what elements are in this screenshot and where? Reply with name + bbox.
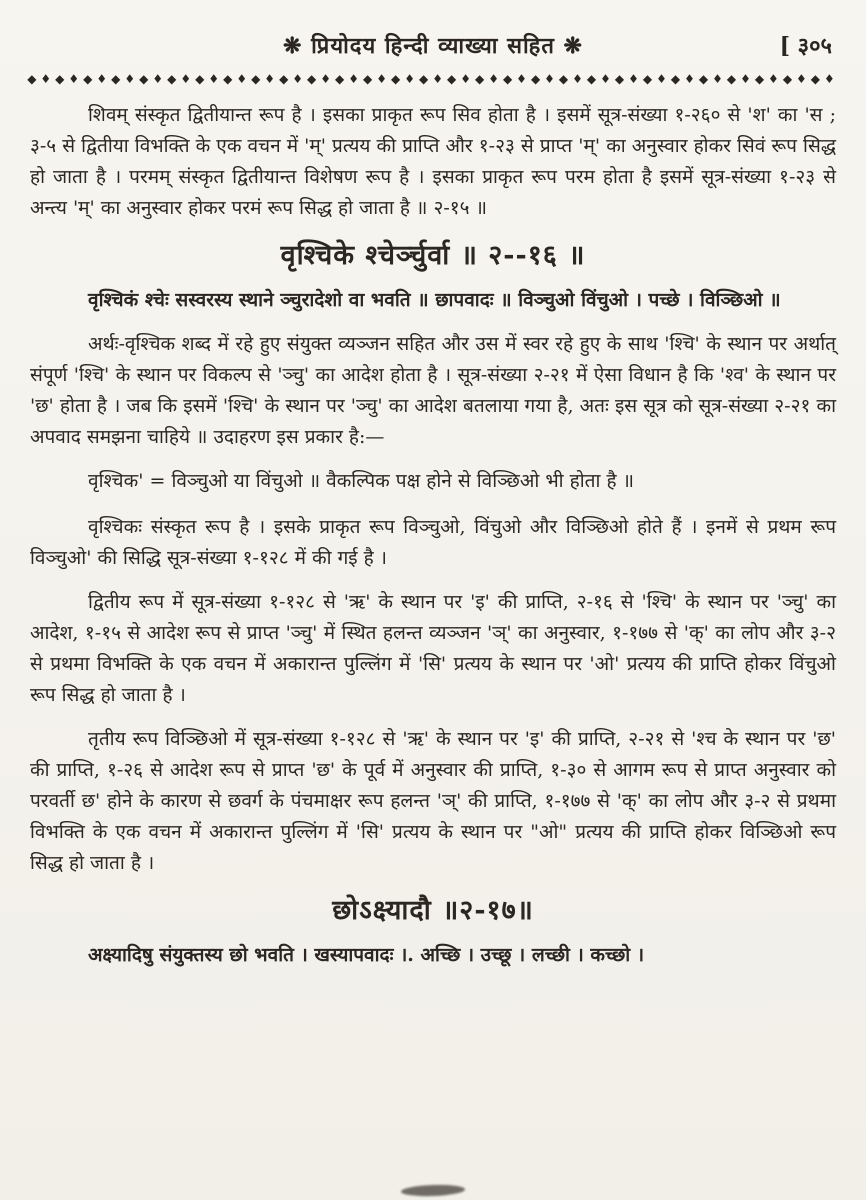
ink-smudge-mark [401,1184,465,1197]
page-body [30,100,836,971]
ornament-divider: ◆♦◆♦◆♦◆♦◆♦◆♦◆♦◆♦◆♦◆♦◆♦◆♦◆♦◆♦◆♦◆♦◆♦◆♦◆♦◆♦◆♦◆♦◆♦◆♦◆♦◆♦◆♦◆♦◆♦ [27,72,839,86]
paragraph-artha: अर्थः-वृश्चिक शब्द में रहे हुए संयुक्त व्यञ्जन सहित और उस में स्वर रहे हुए के साथ 'श्चि' के स्थान पर अर्थात् संपूर्ण 'श्चि' के स्थान पर विकल्प से 'ञ्चु' का आदेश होता है । सूत्र-संख्या २-२१ में ऐसा विधान है कि 'श्व' के स्थान पर 'छ' होता है । जब कि इसमें 'श्चि' के स्थान पर 'ञ्चु' का आदेश बतलाया गया है, अतः इस सूत्र को सूत्र-संख्या २-२१ का अपवाद समझना चाहिये ॥ उदाहरण इस प्रकार है:— [30,333,836,448]
book-title: ❋ प्रियोदय हिन्दी व्याख्या सहित ❋ [283,33,583,59]
paragraph-second-form: द्वितीय रूप में सूत्र-संख्या १-१२८ से 'ऋ' के स्थान पर 'इ' की प्राप्ति, २-१६ से 'श्चि' के स्थान पर 'ञ्चु' का आदेश, १-१५ से आदेश रूप से प्राप्त 'ञ्चु' में स्थित हलन्त व्यञ्जन 'ञ्' का अनुस्वार, १-१७७ से 'क्' का लोप और ३-२ से प्रथमा विभक्ति के एक वचन में अकारान्त पुल्लिंग में 'सि' प्रत्यय के स्थान पर 'ओ' प्रत्यय की प्राप्ति होकर विंचुओ रूप सिद्ध हो जाता है । [30,591,836,706]
paragraph-third-form: तृतीय रूप विञ्छिओ में सूत्र-संख्या १-१२८ से 'ऋ' के स्थान पर 'इ' की प्राप्ति, २-२१ से 'श्च के स्थान पर 'छ' की प्राप्ति, १-२६ से आदेश रूप से प्राप्त 'छ' के पूर्व में अनुस्वार की प्राप्ति, १-३० से आगम रूप से प्राप्त अनुस्वार को परवर्ती छ' होने के कारण से छवर्ग के पंचमाक्षर रूप हलन्त 'ञ्' की प्राप्ति, १-१७७ से 'क्' का लोप और ३-२ से प्रथमा विभक्ति के एक वचन में अकारान्त पुल्लिंग में 'सि' प्रत्यय के स्थान पर "ओ" प्रत्यय की प्राप्ति होकर विञ्छिओ रूप सिद्ध हो जाता है । [30,728,836,874]
sutra-vritti-2-16: वृश्चिकं श्चेः सस्वरस्य स्थाने ञ्चुरादेशो वा भवति ॥ छापवादः ॥ विञ्चुओ विंचुओ । पच्छे । विञ्छिओ ॥ [88,289,781,311]
example-line: वृश्चिक' = विञ्चुओ या विंचुओ ॥ वैकल्पिक पक्ष होने से विञ्छिओ भी होता है ॥ [88,470,634,492]
paragraph-shivam-siddhi: शिवम् संस्कृत द्वितीयान्त रूप है । इसका प्राकृत रूप सिव होता है । इसमें सूत्र-संख्या १-२६० से 'श' का 'स ; ३-५ से द्वितीया विभक्ति के एक वचन में 'म्' प्रत्यय की प्राप्ति और १-२३ से प्राप्त 'म्' का अनुस्वार होकर सिवं रूप सिद्ध हो जाता है । परमम् संस्कृत द्वितीयान्त विशेषण रूप है । इसका प्राकृत रूप परम होता है इसमें सूत्र-संख्या १-२३ से अन्त्य 'म्' का अनुस्वार होकर परमं रूप सिद्ध हो जाता है ॥ २-१५ ॥ [30,104,836,219]
paragraph-first-form: वृश्चिकः संस्कृत रूप है । इसके प्राकृत रूप विञ्चुओ, विंचुओ और विञ्छिओ होते हैं । इनमें से प्रथम रूप विञ्चुओ' की सिद्धि सूत्र-संख्या १-१२८ में की गई है । [30,516,836,569]
page-header [30,30,836,64]
sutra-heading-2-16: वृश्चिके श्चेर्ञ्चुर्वा ॥ २--१६ ॥ [280,240,586,271]
sutra-vritti-2-17: अक्ष्यादिषु संयुक्तस्य छो भवति । खस्यापवादः ।. अच्छि । उच्छू । लच्छी । कच्छो । [88,944,645,966]
sutra-heading-2-17: छोऽक्ष्यादौ ॥२-१७॥ [332,895,534,926]
page-number: [ ३०५ [779,33,832,59]
